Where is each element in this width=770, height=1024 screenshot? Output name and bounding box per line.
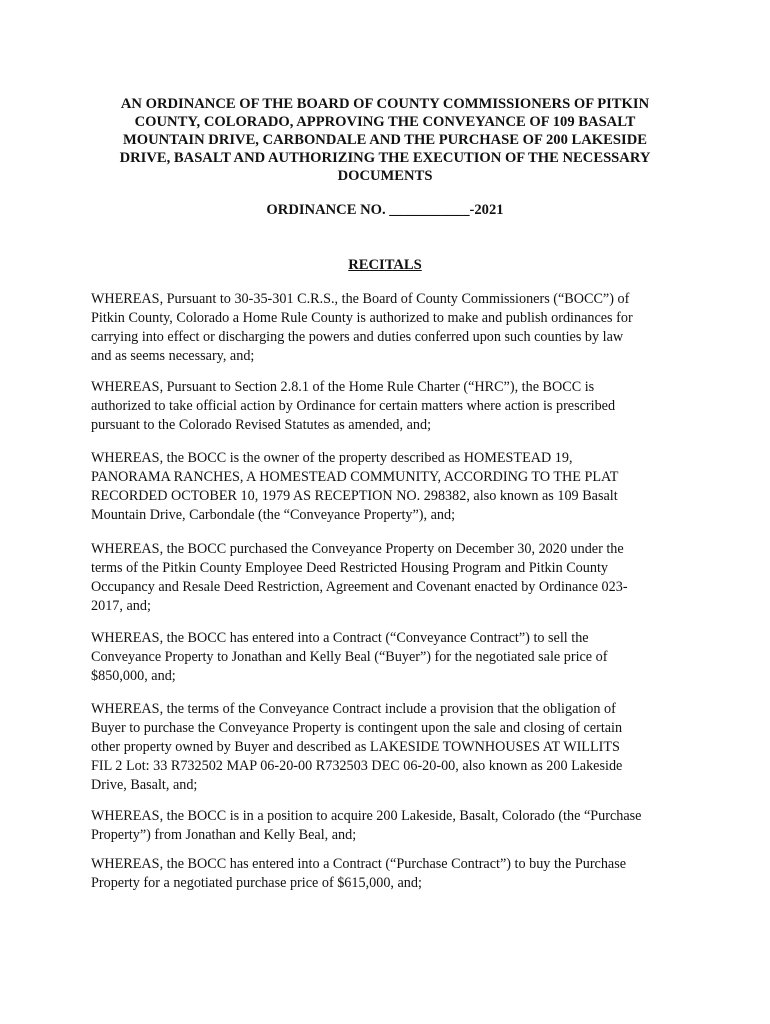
recitals-heading: RECITALS bbox=[348, 257, 422, 273]
recital-paragraph: WHEREAS, the BOCC has entered into a Contract (“Purchase Contract”) to buy the Purchase Property for a negotiated purchase price of $615,000, and; bbox=[91, 856, 627, 891]
ordinance-number: ORDINANCE NO. ___________-2021 bbox=[266, 202, 504, 218]
recital-paragraph: WHEREAS, Pursuant to Section 2.8.1 of the Home Rule Charter (“HRC”), the BOCC is authorized to take official action by Ordinance for certain matters where action is prescribed pursuant to the Colorado Revised Statutes as amended, and; bbox=[91, 379, 616, 433]
recital-paragraph: WHEREAS, the BOCC is in a position to acquire 200 Lakeside, Basalt, Colorado (the “Purchase Property”) from Jonathan and Kelly Beal, and; bbox=[91, 808, 642, 843]
recital-paragraph: WHEREAS, the BOCC purchased the Conveyance Property on December 30, 2020 under the terms of the Pitkin County Employee Deed Restricted Housing Program and Pitkin County Occupancy and Resale Deed Restriction, Agreement and Covenant enacted by Ordinance 023- 2017, and; bbox=[91, 541, 628, 614]
recital-paragraph: WHEREAS, the BOCC is the owner of the property described as HOMESTEAD 19, PANORAMA RANCHES, A HOMESTEAD COMMUNITY, ACCORDING TO THE PLAT RECORDED OCTOBER 10, 1979 AS RECEPTION NO. 298382, also known as 109 Basalt Mountain Drive, Carbondale (the “Conveyance Property”), and; bbox=[91, 450, 619, 523]
recital-paragraph: WHEREAS, the terms of the Conveyance Contract include a provision that the obligation of Buyer to purchase the Conveyance Property is contingent upon the sale and closing of certain other property owned by Buyer and described as LAKESIDE TOWNHOUSES AT WILLITS FIL 2 Lot: 33 R732502 MAP 06-20-00 R732503 DEC 06-20-00, also known as 200 Lakeside Drive, Basalt, and; bbox=[91, 701, 623, 793]
ordinance-title: AN ORDINANCE OF THE BOARD OF COUNTY COMMISSIONERS OF PITKIN COUNTY, COLORADO, APPROVING THE CONVEYANCE OF 109 BASALT MOUNTAIN DRIVE, CARBONDALE AND THE PURCHASE OF 200 LAKESIDE DRIVE, BASALT AND AUTHORIZING THE EXECUTION OF THE NECESSARY DOCUMENTS bbox=[119, 96, 651, 184]
recital-paragraph: WHEREAS, Pursuant to 30-35-301 C.R.S., the Board of County Commissioners (“BOCC”) of Pitkin County, Colorado a Home Rule County is authorized to make and publish ordinances for carrying into effect or discharging the powers and duties conferred upon such counties by law and as seems necessary, and; bbox=[91, 291, 633, 364]
recital-paragraph: WHEREAS, the BOCC has entered into a Contract (“Conveyance Contract”) to sell the Conveyance Property to Jonathan and Kelly Beal (“Buyer”) for the negotiated sale price of $850,000, and; bbox=[91, 630, 608, 684]
